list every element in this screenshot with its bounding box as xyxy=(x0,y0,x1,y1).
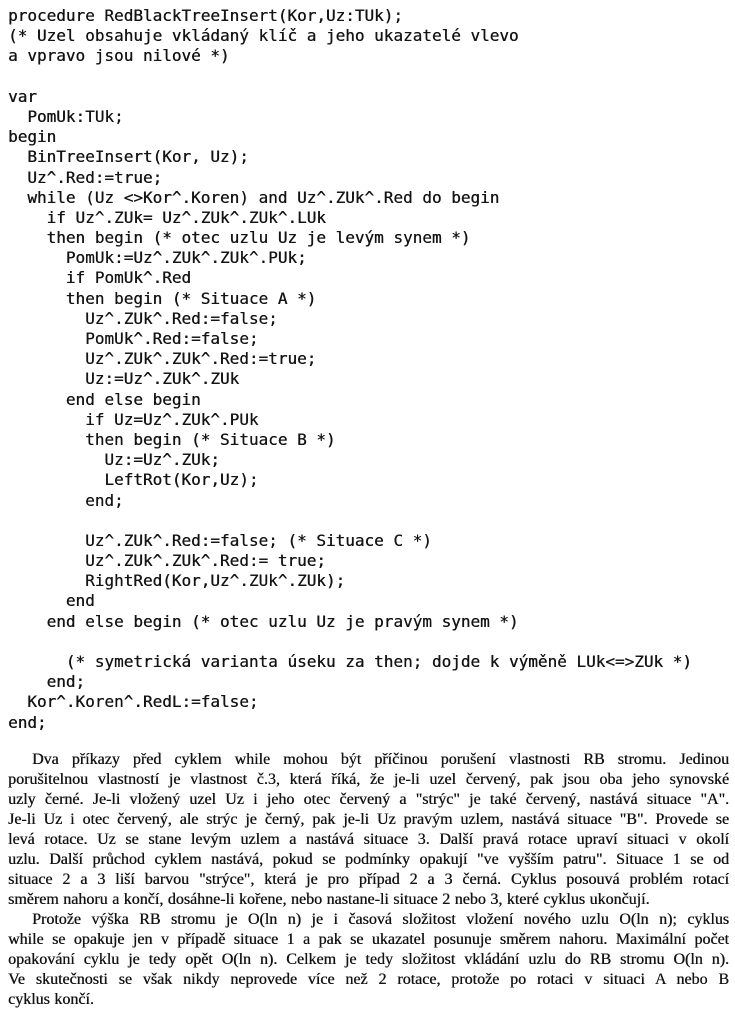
code-line xyxy=(8,67,731,87)
code-line: PomUk^.Red:=false; xyxy=(8,329,259,348)
code-line: (* Uzel obsahuje vkládaný klíč a jeho ukazatelé vlevo xyxy=(8,26,519,46)
code-line: if Uz^.ZUk= Uz^.ZUk^.ZUk^.LUk xyxy=(8,207,326,227)
code-line: begin xyxy=(8,127,57,147)
code-line: if PomUk^.Red xyxy=(8,268,192,288)
code-line: Kor^.Koren^.RedL:=false; xyxy=(8,692,259,712)
paragraph-line: směrem nahoru a končí, dosáhne-li kořene, nebo nastane-li situace 2 nebo 3, které cyklus ukončují. xyxy=(8,891,650,909)
code-line: end; xyxy=(8,490,124,510)
code-line: LeftRot(Kor,Uz); xyxy=(8,470,259,490)
code-line xyxy=(8,632,731,652)
code-line: end; xyxy=(8,672,86,692)
code-line: PomUk:TUk; xyxy=(8,106,124,126)
code-line: end else begin (* otec uzlu Uz je pravým synem *) xyxy=(8,611,519,631)
code-line: Uz:=Uz^.ZUk; xyxy=(8,450,220,470)
paragraph-line: situace 2 a 3 liší barvou "strýce", která je pro případ 2 a 3 černá. Cyklus posouvá problém rotací xyxy=(8,871,729,889)
code-line: Uz^.Red:=true; xyxy=(8,167,163,187)
code-line xyxy=(8,511,731,531)
code-line: Uz^.ZUk^.ZUk^.Red:= true; xyxy=(8,551,326,571)
paragraph-line: porušitelnou vlastností je vlastnost č.3, která říká, že je-li uzel červený, pak jsou oba jeho synovské xyxy=(8,770,729,788)
paragraph-line: while se opakuje jen v případě situace 1 a pak se ukazatel posunuje směrem nahoru. Maximální počet xyxy=(8,931,729,949)
code-line: if Uz=Uz^.ZUk^.PUk xyxy=(8,409,259,429)
paragraph-line: uzly černé. Je-li vložený uzel Uz i jeho otec červený a "strýc" je také červený, nastává situace "A". xyxy=(8,790,729,808)
code-line: RightRed(Kor,Uz^.ZUk^.ZUk); xyxy=(8,571,346,591)
code-line: BinTreeInsert(Kor, Uz); xyxy=(8,147,249,167)
code-line: then begin (* Situace A *) xyxy=(8,288,317,308)
code-line: var xyxy=(8,86,37,106)
code-line: end xyxy=(8,591,95,611)
paragraph-line: levá rotace. Uz se stane levým uzlem a nastává situace 3. Další pravá rotace upraví situaci v okolí xyxy=(8,830,729,848)
paragraph-line: Protože výška RB stromu je O(ln n) je i časová složitost vložení nového uzlu O(ln n); cyklus xyxy=(32,911,729,929)
paragraph-line: opakování cyklu je tedy opět O(ln n). Celkem je tedy složitost vkládání uzlu do RB stromu O(ln n). xyxy=(8,951,729,969)
paragraph-complexity xyxy=(8,910,729,1010)
paragraph-line: Dva příkazy před cyklem while mohou být příčinou porušení vlastnosti RB stromu. Jedinou xyxy=(32,750,729,768)
paragraph-line: uzlu. Další průchod cyklem nastává, pokud se podmínky opakují "ve vyšším patru". Situace 1 se od xyxy=(8,850,729,868)
code-listing xyxy=(8,6,731,733)
code-line: then begin (* otec uzlu Uz je levým synem *) xyxy=(8,228,471,248)
paragraph-rb-properties xyxy=(8,750,729,910)
code-line: (* symetrická varianta úseku za then; dojde k výměně LUk<=>ZUk *) xyxy=(8,652,692,671)
paragraph-line: Ve skutečnosti se však nikdy neprovede více než 2 rotace, protože po rotaci v situaci A nebo B xyxy=(8,971,729,989)
paragraph-line: Je-li Uz i otec červený, ale strýc je černý, pak je-li Uz pravým uzlem, nastává situace "B". Provede se xyxy=(8,810,729,828)
code-line: while (Uz <>Kor^.Koren) and Uz^.ZUk^.Red do begin xyxy=(8,187,500,207)
code-line: Uz:=Uz^.ZUk^.ZUk xyxy=(8,369,240,389)
body-text xyxy=(8,750,731,1011)
code-line: a vpravo jsou nilové *) xyxy=(8,46,230,66)
paragraph-line: cyklus končí. xyxy=(8,991,94,1009)
code-line: procedure RedBlackTreeInsert(Kor,Uz:TUk); xyxy=(8,6,403,25)
code-line: end else begin xyxy=(8,389,201,409)
code-line: Uz^.ZUk^.Red:=false; (* Situace C *) xyxy=(8,530,432,550)
code-line: Uz^.ZUk^.Red:=false; xyxy=(8,308,278,328)
code-line: end; xyxy=(8,712,47,732)
code-line: PomUk:=Uz^.ZUk^.ZUk^.PUk; xyxy=(8,248,307,268)
code-line: then begin (* Situace B *) xyxy=(8,429,336,449)
code-line: Uz^.ZUk^.ZUk^.Red:=true; xyxy=(8,349,317,369)
